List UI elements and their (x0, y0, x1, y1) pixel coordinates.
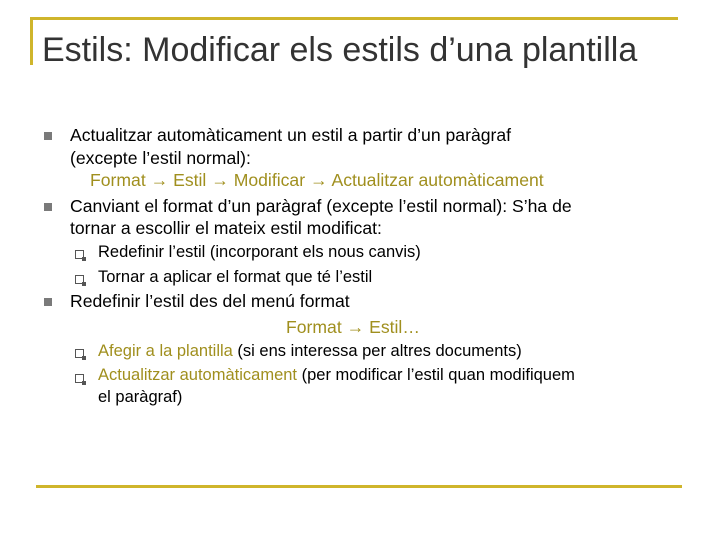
subitem-rest: (per modificar l’estil quan modifiquem (297, 365, 575, 384)
bullet-2-line-1: Canviant el format d’un paràgraf (excepte l’estil normal): S’ha de (70, 195, 572, 216)
left-rule (30, 17, 33, 65)
subitem-continuation: el paràgraf) (98, 387, 183, 406)
bullet-item-3 (44, 290, 684, 339)
bullet-item-2 (44, 195, 684, 240)
square-bullet-icon (44, 298, 52, 306)
subitem-highlight: Actualitzar automàticament (98, 365, 298, 384)
slide-body (44, 124, 684, 408)
checkbox-bullet-icon (75, 250, 84, 259)
top-rule (30, 17, 678, 20)
slide-title: Estils: Modificar els estils d’una plantilla (42, 31, 638, 69)
checkbox-bullet-icon (75, 349, 84, 358)
bullet-3-subitem-1 (70, 339, 684, 364)
subitem-text: Redefinir l’estil (incorporant els nous canvis) (98, 242, 421, 261)
subitem-highlight: Afegir a la plantilla (98, 341, 233, 360)
bottom-rule (36, 485, 682, 488)
subitem-rest: (si ens interessa per altres documents) (232, 341, 522, 360)
bullet-1-line-2: (excepte l’estil normal): (70, 147, 251, 168)
square-bullet-icon (44, 203, 52, 211)
bullet-1-menu-path: Format → Estil → Modificar → Actualitzar automàticament (90, 170, 544, 190)
bullet-3-line-1: Redefinir l’estil des del menú format (70, 290, 350, 311)
bullet-3-subitem-2 (70, 364, 684, 408)
bullet-2-line-2: tornar a escollir el mateix estil modificat: (70, 218, 382, 238)
square-bullet-icon (44, 132, 52, 140)
subitem-text: Tornar a aplicar el format que té l’estil (98, 267, 373, 286)
bullet-2-subitem-1 (70, 240, 684, 265)
bullet-1-line-1: Actualitzar automàticament un estil a partir d’un paràgraf (70, 125, 512, 145)
checkbox-bullet-icon (75, 275, 84, 284)
bullet-item-1 (44, 124, 684, 192)
checkbox-bullet-icon (75, 374, 84, 383)
bullet-2-subitem-2 (70, 265, 684, 290)
bullet-3-menu-path: Format → Estil… (286, 317, 420, 337)
